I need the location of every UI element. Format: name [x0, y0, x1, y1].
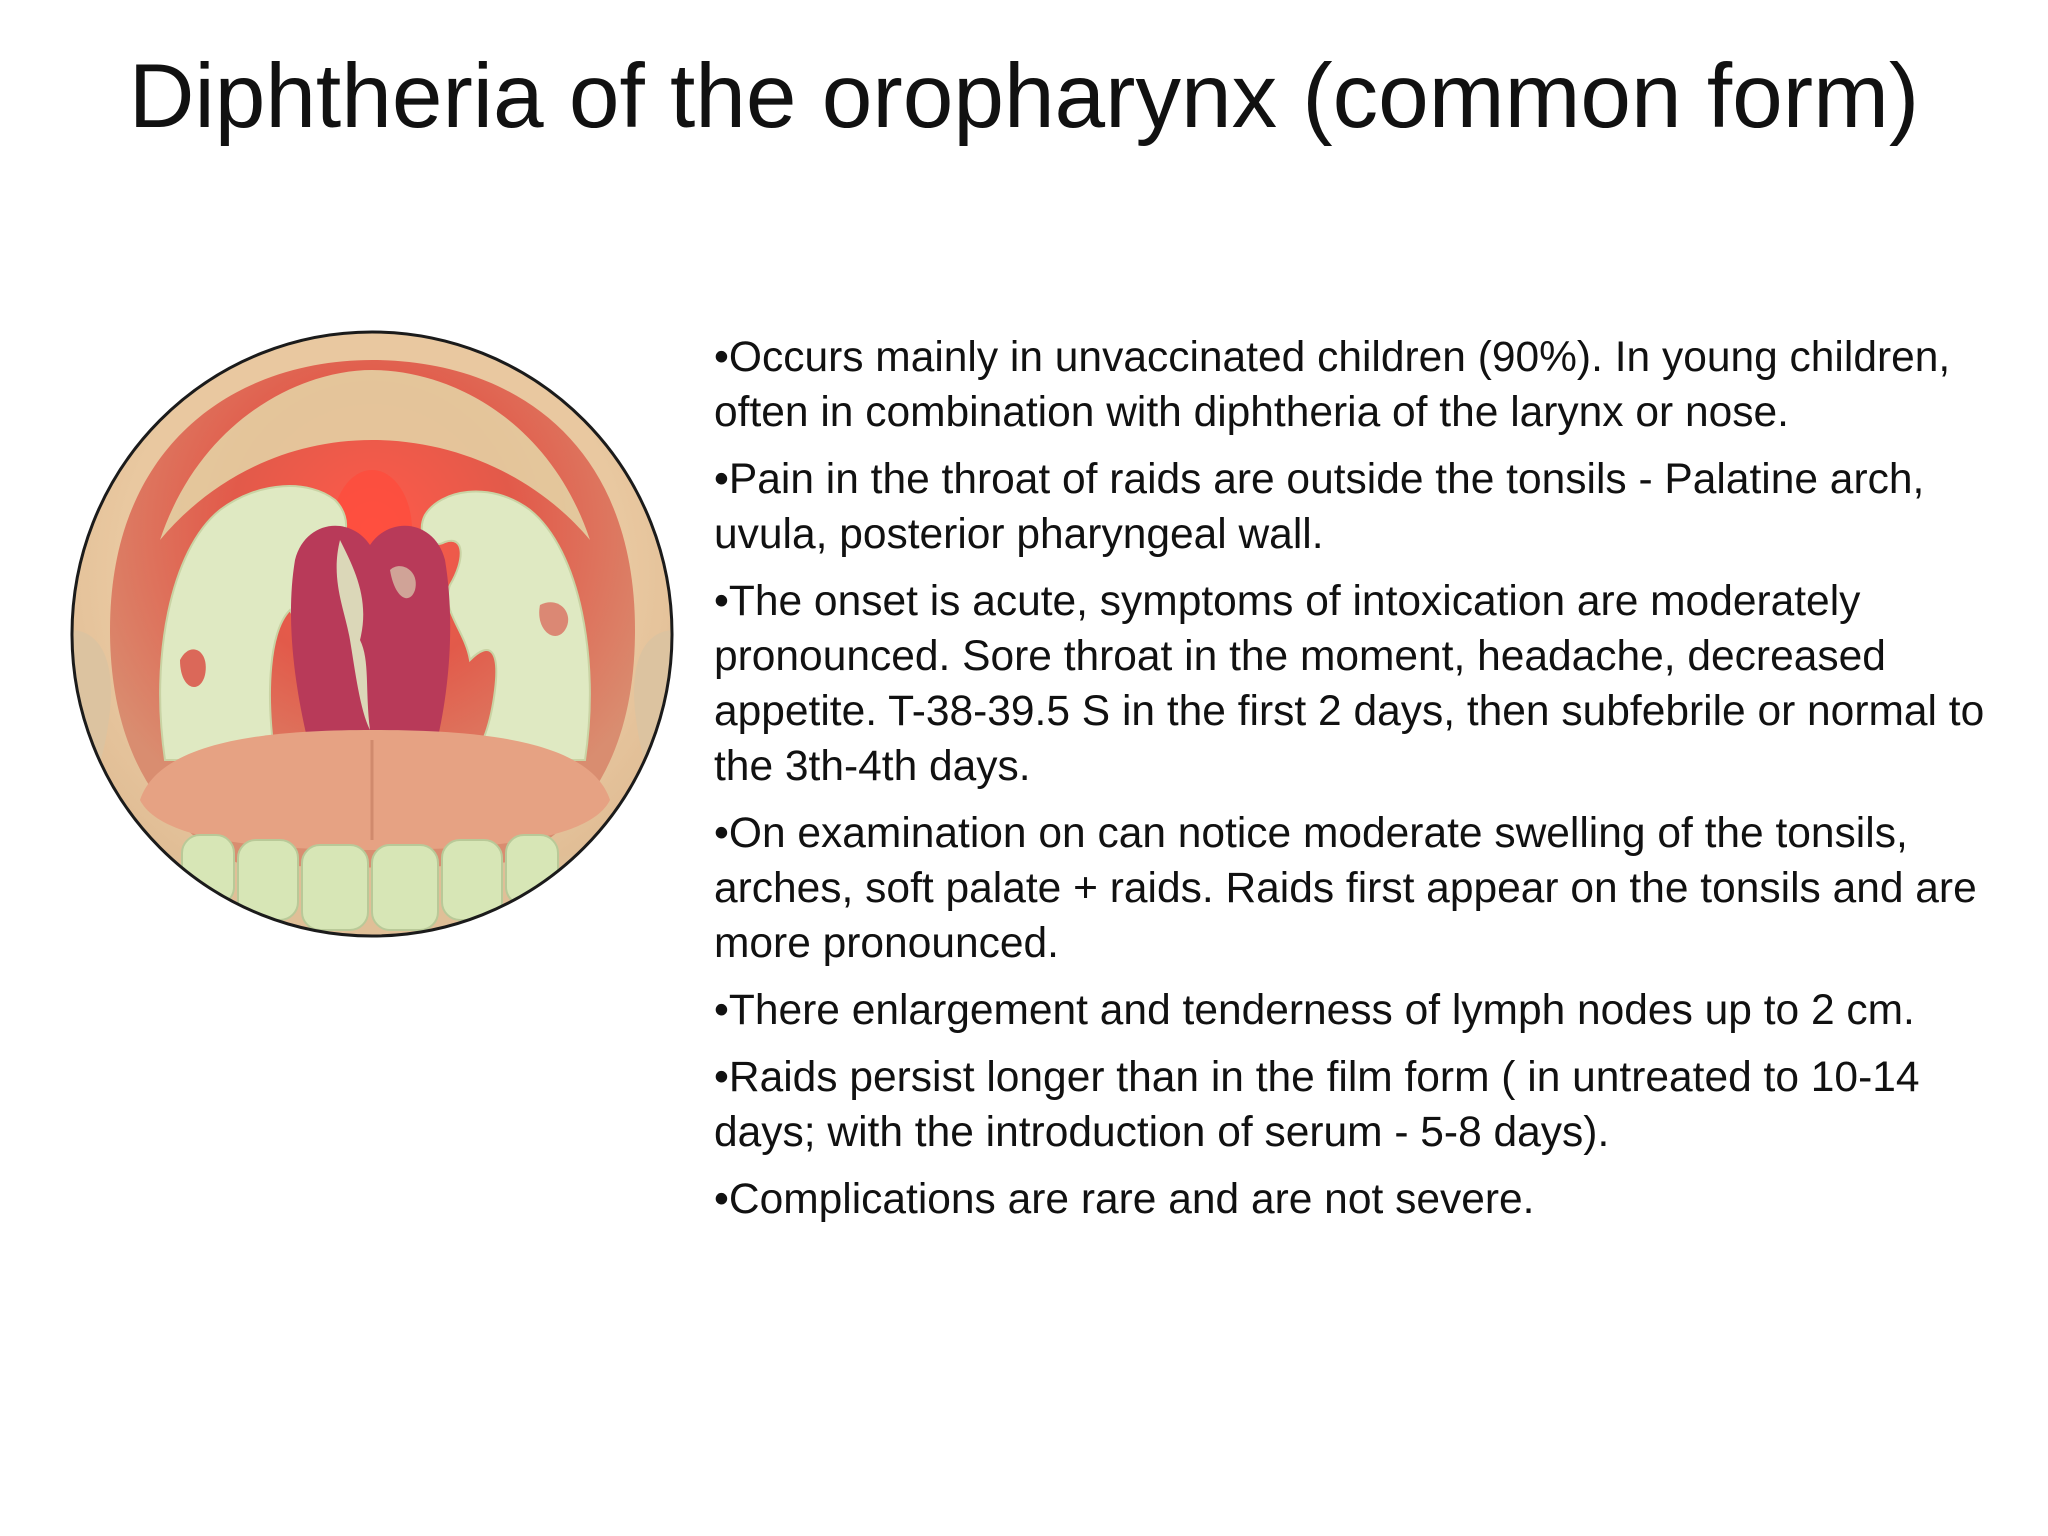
bullet-text: Complications are rare and are not severe.	[728, 1176, 1535, 1223]
throat-diagram	[70, 330, 675, 938]
bullet-marker: •	[714, 810, 729, 857]
bullet-text: On examination on can notice moderate swelling of the tonsils, arches, soft palate + raids. Raids first appear on the tonsils and are more pronounced.	[714, 810, 1977, 967]
tooth	[506, 835, 558, 905]
tongue	[140, 730, 610, 850]
bullet-item	[714, 806, 2004, 971]
left-cheek	[70, 630, 111, 810]
bullet-marker: •	[714, 578, 729, 625]
bullet-marker: •	[714, 987, 729, 1034]
bullet-item	[714, 983, 2004, 1038]
bullet-list	[714, 330, 2004, 1239]
tooth	[442, 840, 502, 920]
bullet-marker: •	[714, 1176, 729, 1223]
bullet-item	[714, 1172, 2004, 1227]
bullet-text: The onset is acute, symptoms of intoxication are moderately pronounced. Sore throat in the moment, headache, decreased appetite. T-38-39.5 S in the first 2 days, then subfebrile or normal to the 3th-4th days.	[714, 578, 1985, 790]
bullet-text: Occurs mainly in unvaccinated children (90%). In young children, often in combination with diphtheria of the larynx or nose.	[714, 334, 1951, 436]
oropharynx-illustration	[70, 330, 675, 938]
tooth	[182, 835, 234, 905]
bullet-item	[714, 330, 2004, 440]
bullet-marker: •	[714, 1054, 729, 1101]
bullet-text: Raids persist longer than in the film form ( in untreated to 10-14 days; with the introduction of serum - 5-8 days).	[714, 1054, 1920, 1156]
slide-title: Diphtheria of the oropharynx (common form)	[128, 46, 1920, 147]
right-cheek	[634, 630, 675, 810]
bullet-item	[714, 1050, 2004, 1160]
bullet-text: Pain in the throat of raids are outside the tonsils - Palatine arch, uvula, posterior pharyngeal wall.	[714, 456, 1925, 558]
bullet-marker: •	[714, 334, 729, 381]
uvula	[291, 526, 450, 750]
tooth	[302, 845, 368, 930]
tooth	[372, 845, 438, 930]
bullet-text: There enlargement and tenderness of lymph nodes up to 2 cm.	[728, 987, 1915, 1034]
bullet-item	[714, 452, 2004, 562]
bullet-marker: •	[714, 456, 729, 503]
bullet-item	[714, 574, 2004, 794]
